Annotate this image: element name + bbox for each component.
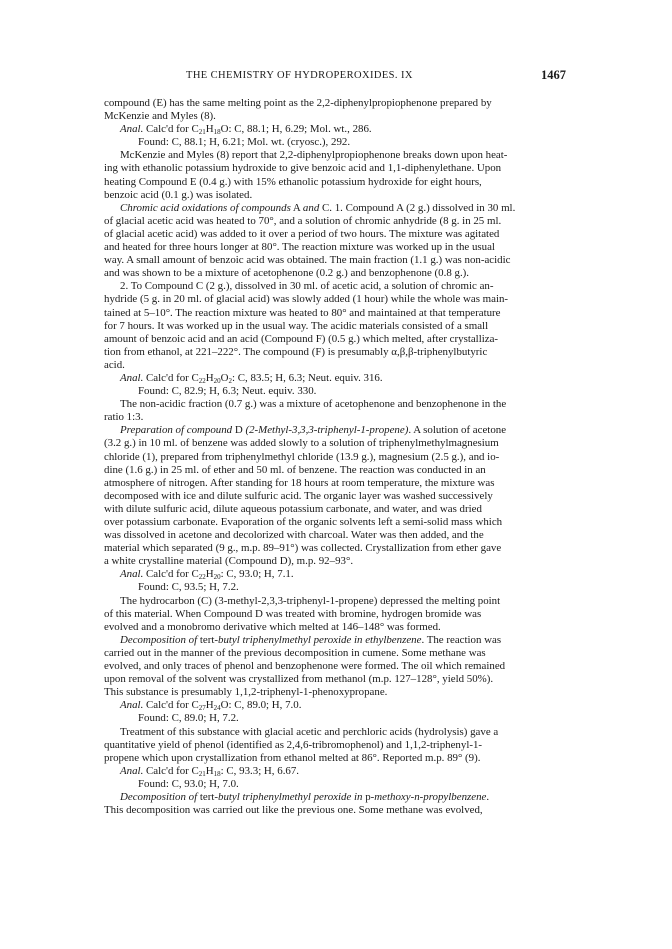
text-line: Preparation of compound D (2-Methyl-3,3,3-triphenyl-1-propene). A solution of acetone [120, 424, 507, 437]
text-line: Anal. Calc'd for $C_{21}H_{18}O$: C, 88.1; H, 6.29; Mol. wt., 286. [120, 123, 372, 137]
text-line: Anal. Calc'd for $C_{22}H_{20}O_2$: C, 83.5; H, 6.3; Neut. equiv. 316. [120, 371, 383, 385]
text-line: upon removal of the solvent was crystallized from methanol (m.p. 127–128°, yield 50%). [104, 673, 494, 686]
text-line: tion from ethanol, at 221–222°. The compound (F) is presumably α,β,β-triphenylbutyric [104, 345, 488, 358]
text-line: McKenzie and Myles (8). [104, 110, 216, 123]
text-line: Anal. Calc'd for $C_{22}H_{20}$: C, 93.0; H, 7.1. [120, 568, 294, 582]
text-line: Treatment of this substance with glacial acetic and perchloric acids (hydrolysis) gave a [120, 725, 499, 738]
text-line: a white crystalline material (Compound D), m.p. 92–93°. [104, 555, 354, 568]
text-line: Anal. Calc'd for $C_{21}H_{18}$: C, 93.3; H, 6.67. [120, 764, 300, 778]
text-line: Found: C, 88.1; H, 6.21; Mol. wt. (cryosc.), 292. [138, 136, 351, 149]
text-line: Decomposition of tert-butyl triphenylmethyl peroxide in p-methoxy-n-propylbenzene. [120, 790, 490, 803]
text-line: McKenzie and Myles (8) report that 2,2-diphenylpropiophenone breaks down upon heat- [120, 149, 508, 162]
text-line: compound (E) has the same melting point as the 2,2-diphenylpropiophenone prepared by [104, 97, 492, 109]
running-title: THE CHEMISTRY OF HYDROPEROXIDES. IX [186, 70, 413, 81]
text-line: Anal. Calc'd for $C_{27}H_{24}O$: C, 89.0; H, 7.0. [120, 699, 302, 713]
text-line: Found: C, 89.0; H, 7.2. [138, 712, 239, 725]
text-line: dine (1.6 g.) in 25 ml. of ether and 50 ml. of benzene. The reaction was conducted in an [104, 463, 486, 476]
text-line: for 7 hours. It was worked up in the usual way. The acidic materials consisted of a small [104, 319, 489, 332]
text-line: The hydrocarbon (C) (3-methyl-2,3,3-triphenyl-1-propene) depressed the melting point [120, 594, 501, 607]
text-line: tained at 5–10°. The reaction mixture was heated to 80° and maintained at that temperature [104, 306, 501, 319]
text-line: ratio 1:3. [104, 411, 144, 424]
text-line: way. A small amount of benzoic acid was obtained. The main fraction (1.1 g.) was non-acidic [104, 254, 511, 267]
text-line: acid. [104, 358, 125, 371]
text-line: evolved and a monobromo derivative which melted at 146–148° was formed. [104, 620, 441, 633]
text-line: evolved, and only traces of phenol and benzophenone were formed. The oil which remained [104, 660, 506, 673]
text-line: Found: C, 93.5; H, 7.2. [138, 581, 239, 594]
text-line: was dissolved in acetone and decolorized with charcoal. Water was then added, and the [104, 529, 484, 542]
text-line: The non-acidic fraction (0.7 g.) was a mixture of acetophenone and benzophenone in the [120, 398, 507, 411]
text-line: propene which upon crystallization from ethanol melted at 86°. Reported m.p. 89° (9). [104, 751, 481, 764]
text-line: of glacial acetic acid was heated to 70°, and a solution of chromic anhydride (8 g. in 25 ml. [104, 214, 502, 227]
text-line: This decomposition was carried out like the previous one. Some methane was evolved, [104, 804, 483, 817]
text-line: and was shown to be a mixture of acetophenone (0.2 g.) and benzophenone (0.8 g.). [104, 267, 470, 280]
text-line: hydride (5 g. in 20 ml. of glacial acid) was slowly added (1 hour) while the whole was main- [104, 293, 509, 306]
page-header [104, 70, 566, 88]
text-line: quantitative yield of phenol (identified as 2,4,6-tribromophenol) and 1,1,2-triphenyl-1- [104, 738, 483, 751]
text-line: (3.2 g.) in 10 ml. of benzene was added slowly to a solution of triphenylmethylmagnesium [104, 437, 499, 450]
text-line: amount of benzoic acid and an acid (Compound F) (0.5 g.) which melted, after crystalliza- [104, 332, 499, 345]
text-line: 2. To Compound C (2 g.), dissolved in 30 ml. of acetic acid, a solution of chromic an- [120, 280, 494, 293]
text-line: benzoic acid (0.1 g.) was isolated. [104, 188, 253, 201]
text-line: atmosphere of nitrogen. After standing for 18 hours at room temperature, the mixture was [104, 476, 495, 489]
text-line: Found: C, 93.0; H, 7.0. [138, 777, 239, 790]
text-line: chloride (1), prepared from triphenylmethyl chloride (13.9 g.), magnesium (2.5 g.), and io- [104, 450, 500, 463]
text-line: carried out in the manner of the previous decomposition in cumene. Some methane was [104, 646, 486, 659]
text-line: heating Compound E (0.4 g.) with 15% ethanolic potassium hydroxide for eight hours, [104, 175, 482, 188]
text-line: with dilute sulfuric acid, dilute aqueous potassium carbonate, and water, and was dried [104, 502, 482, 515]
body-text [104, 97, 566, 817]
text-line: of this material. When Compound D was treated with bromine, hydrogen bromide was [104, 607, 482, 620]
text-line: over potassium carbonate. Evaporation of the organic solvents left a semi-solid mass which [104, 516, 503, 528]
text-line: material which separated (9 g., m.p. 89–91°) was collected. Crystallization from ether gave [104, 542, 502, 555]
text-line: Chromic acid oxidations of compounds A and C. 1. Compound A (2 g.) dissolved in 30 ml. [120, 201, 516, 214]
text-line: decomposed with ice and dilute sulfuric acid. The organic layer was washed successively [104, 489, 493, 502]
text-line: of glacial acetic acid) was added to it over a period of two hours. The mixture was agitated [104, 227, 500, 240]
text-line: and heated for three hours longer at 80°. The reaction mixture was worked up in the usual [104, 241, 495, 254]
page-number: 1467 [541, 68, 566, 82]
text-line: Found: C, 82.9; H, 6.3; Neut. equiv. 330. [138, 385, 317, 398]
text-line: ing with ethanolic potassium hydroxide to give benzoic acid and 1,1-diphenylethane. Upon [104, 162, 502, 175]
text-line: This substance is presumably 1,1,2-triphenyl-1-phenoxypropane. [104, 686, 388, 699]
text-line: Decomposition of tert-butyl triphenylmethyl peroxide in ethylbenzene. The reaction was [120, 633, 502, 646]
